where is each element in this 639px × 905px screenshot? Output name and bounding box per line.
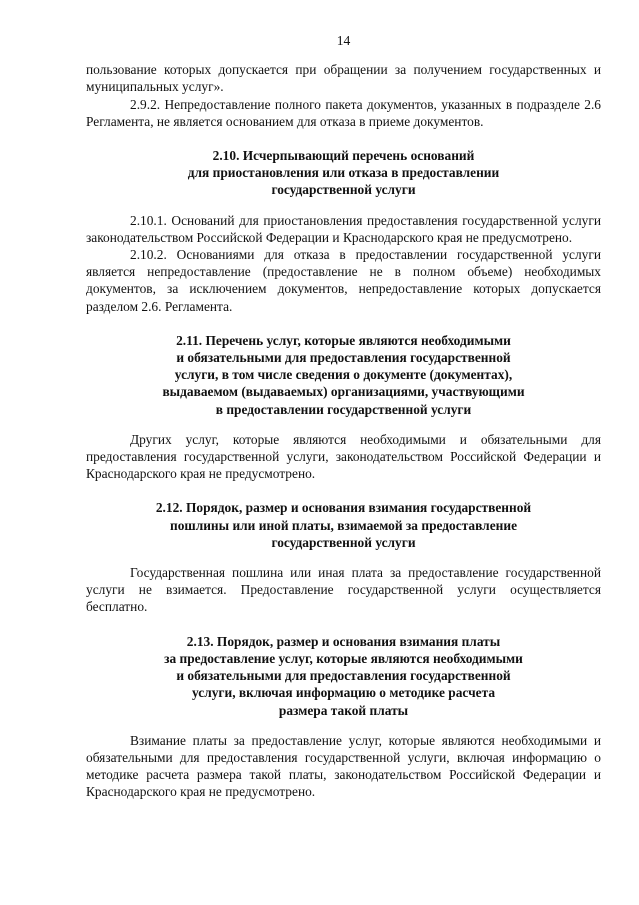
heading-line: и обязательными для предоставления государственной [176,350,511,366]
heading-2-11 [86,332,601,418]
page-number: 14 [336,33,351,48]
heading-line: услуги, в том числе сведения о документе (документах), [174,367,513,383]
heading-line: 2.13. Порядок, размер и основания взимания платы [186,633,501,649]
heading-line: размера такой платы [278,702,409,718]
heading-2-10 [86,147,601,199]
heading-line: выдаваемом (выдаваемых) организациями, участвующими [162,384,525,400]
paragraph-2-11: Других услуг, которые являются необходимыми и обязательными для предоставления государственной услуги, законодательством Российской Федерации и Краснодарского края не предусмотрено. [86,431,601,482]
paragraph-continuation: пользование которых допускается при обращении за получением государственных и муниципальных услуг». [86,62,601,95]
heading-line: государственной услуги [271,534,416,550]
heading-line: государственной услуги [271,182,416,198]
heading-line: за предоставление услуг, которые являются необходимыми [164,650,523,666]
heading-2-13 [86,633,601,719]
paragraph-2-13: Взимание платы за предоставление услуг, которые являются необходимыми и обязательными для предоставления государственной услуги, включая информацию о методике расчета размера такой платы, законодательством Российской Федерации и Краснодарского края не предусмотрено. [86,732,601,800]
paragraph-2-10-1: 2.10.1. Оснований для приостановления предоставления государственной услуги законодательством Российской Федерации и Краснодарского края не предусмотрено. [86,212,601,245]
heading-line: в предоставлении государственной услуги [215,401,472,417]
heading-line: пошлины или иной платы, взимаемой за предоставление [169,517,518,533]
heading-line: и обязательными для предоставления государственной [176,668,511,684]
paragraph-2-12: Государственная пошлина или иная плата за предоставление государственной услуги не взимается. Предоставление государственной услуги осуществляется бесплатно. [86,565,601,615]
heading-2-12 [86,499,601,551]
heading-line: 2.10. Исчерпывающий перечень оснований [212,148,475,164]
heading-line: для приостановления или отказа в предоставлении [187,165,500,181]
paragraph-2-10-2: 2.10.2. Основаниями для отказа в предоставлении государственной услуги является непредоставление (предоставление не в полном объеме) необходимых документов, за исключением документов, непредоставление которых допускается разделом 2.6. Регламента. [86,247,601,314]
heading-line: услуги, включая информацию о методике расчета [191,685,496,701]
heading-line: 2.11. Перечень услуг, которые являются необходимыми [176,332,511,348]
paragraph-2-9-2: 2.9.2. Непредоставление полного пакета документов, указанных в подразделе 2.6 Регламента, не является основанием для отказа в приеме документов. [86,96,601,129]
heading-line: 2.12. Порядок, размер и основания взимания государственной [155,500,532,516]
